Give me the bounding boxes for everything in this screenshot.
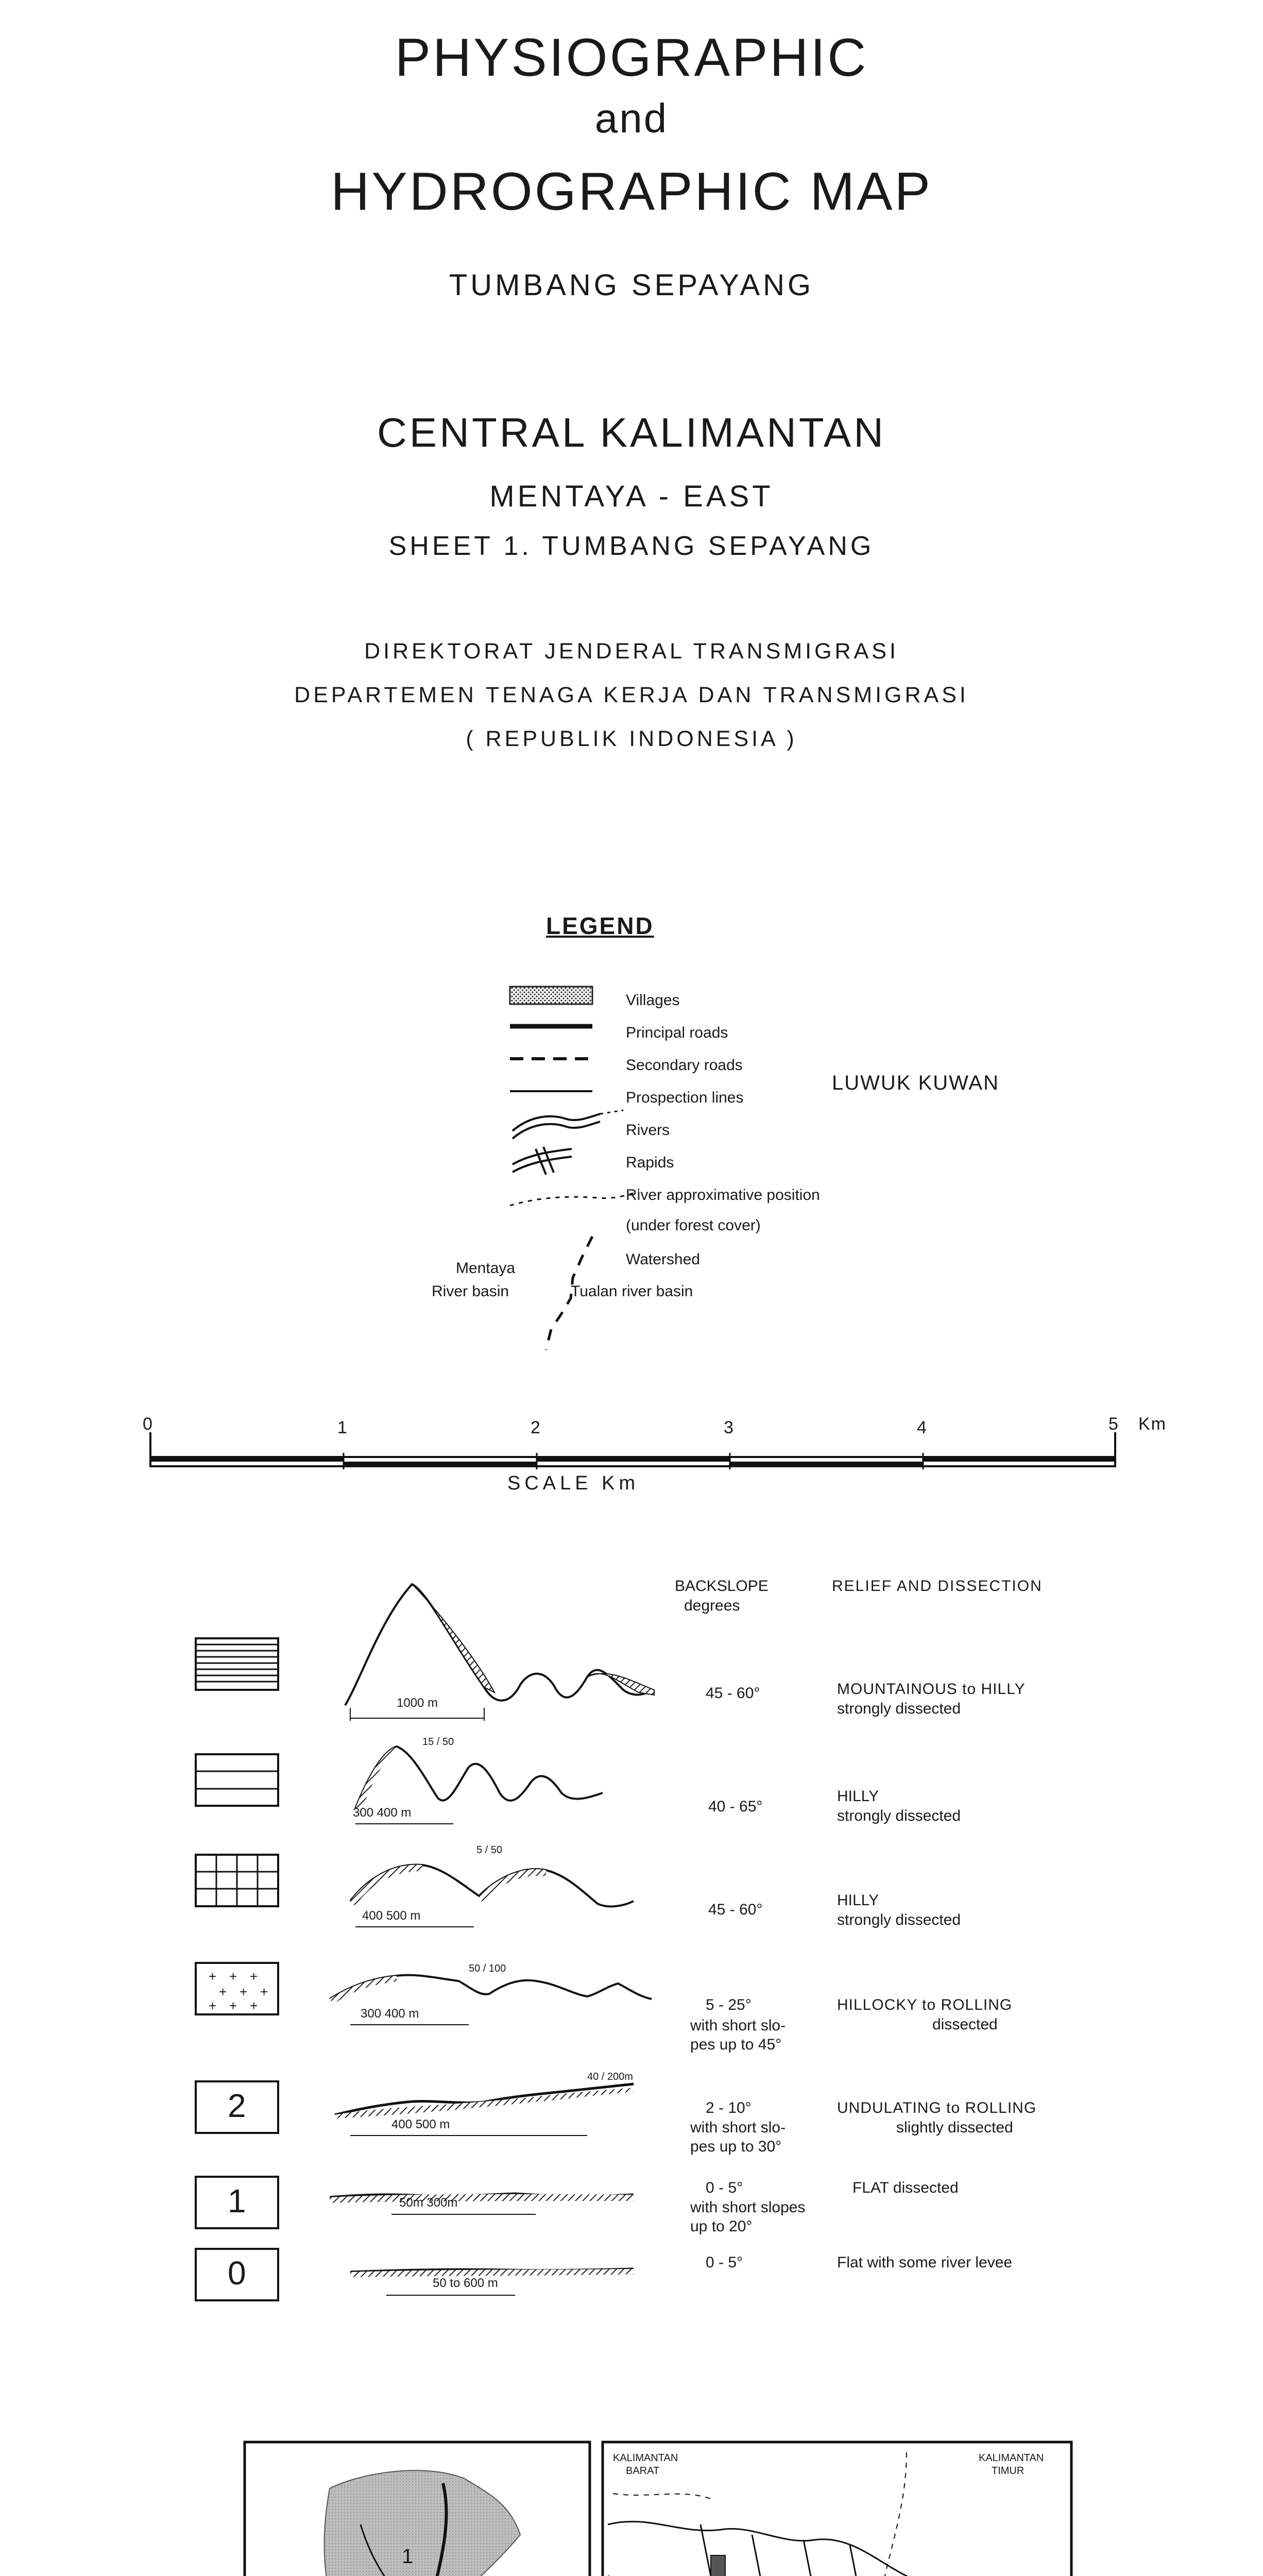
org-line-1: DIREKTORAT JENDERAL TRANSMIGRASI — [364, 639, 899, 664]
slope-4-line2: with short slo- — [690, 2017, 786, 2034]
mentaya-label-2: River basin — [432, 1283, 509, 1300]
label-kalimantan-barat-1: KALIMANTAN — [613, 2452, 678, 2464]
profile-flat-dissected — [330, 2194, 634, 2214]
scale-unit: Km — [1138, 1414, 1167, 1434]
scale-tick-2: 2 — [531, 1418, 541, 1437]
scale-tick-1: 1 — [337, 1418, 348, 1437]
symbol-label-1: 1 — [228, 2182, 246, 2219]
relief-4: HILLOCKY to ROLLING — [837, 1996, 1013, 2013]
relief-3: HILLY — [837, 1892, 879, 1909]
symbol-label-0: 0 — [228, 2255, 246, 2292]
relief-header: RELIEF AND DISSECTION — [832, 1578, 1043, 1595]
slope-5-line3: pes up to 30° — [690, 2138, 782, 2155]
legend-label-secondary-roads: Secondary roads — [626, 1057, 743, 1074]
org-line-3: ( REPUBLIK INDONESIA ) — [466, 726, 797, 751]
label-kalimantan-timur-1: KALIMANTAN — [979, 2452, 1044, 2464]
profile-undulating — [335, 2084, 634, 2136]
symbol-horizontal-dense — [196, 1638, 278, 1690]
backslope-header-1: BACKSLOPE — [675, 1578, 769, 1595]
legend-label-forest-cover: (under forest cover) — [626, 1217, 761, 1234]
profile-label-6: 50m 300m — [399, 2196, 458, 2210]
svg-text:+: + — [240, 1984, 248, 1999]
label-kalimantan-timur-2: TIMUR — [992, 2465, 1025, 2477]
profile-label-4: 300 400 m — [361, 2007, 419, 2021]
profile-mountainous — [345, 1584, 654, 1721]
svg-text:+: + — [229, 1998, 237, 2013]
backslope-header-2: degrees — [684, 1597, 740, 1614]
svg-text:+: + — [209, 1969, 217, 1984]
village-hatch-icon — [510, 987, 592, 1004]
scale-tick-5: 5 — [1108, 1414, 1119, 1434]
slope-3: 45 - 60° — [708, 1901, 763, 1918]
legend-title: LEGEND — [546, 912, 654, 939]
relief-4-line2: dissected — [932, 2016, 998, 2033]
area-title: MENTAYA - EAST — [489, 480, 774, 513]
slope-6-line2: with short slopes — [690, 2199, 806, 2216]
relief-5-line2: slightly dissected — [896, 2119, 1013, 2136]
scale-tick-4: 4 — [917, 1418, 928, 1437]
symbol-grid — [196, 1855, 278, 1906]
title-line-3: HYDROGRAPHIC MAP — [331, 162, 932, 222]
project-area-marker — [711, 2555, 725, 2576]
legend-label-villages: Villages — [626, 992, 680, 1009]
luwuk-kuwan-label: LUWUK KUWAN — [832, 1072, 999, 1094]
relief-5: UNDULATING to ROLLING — [837, 2099, 1037, 2116]
svg-text:+: + — [209, 1998, 217, 2013]
symbol-label-2: 2 — [228, 2087, 246, 2124]
situation-maps — [0, 2421, 1263, 2576]
relief-6: FLAT dissected — [852, 2179, 959, 2196]
scale-tick-0: 0 — [143, 1414, 153, 1434]
scale-tick-3: 3 — [724, 1418, 735, 1437]
legend-label-rivers: Rivers — [626, 1122, 670, 1139]
legend-label-principal-roads: Principal roads — [626, 1024, 728, 1041]
sheet-title: SHEET 1. TUMBANG SEPAYANG — [388, 531, 875, 561]
scale-caption: SCALE Km — [507, 1472, 640, 1494]
relief-2-line2: strongly dissected — [837, 1807, 961, 1824]
relief-profiles — [0, 1566, 1263, 2339]
label-kalimantan-barat-2: BARAT — [626, 2465, 660, 2477]
legend-label-prospection-lines: Prospection lines — [626, 1089, 744, 1106]
rapids-icon — [513, 1147, 572, 1175]
profile-label-2: 300 400 m — [353, 1806, 412, 1820]
slope-6: 0 - 5° — [706, 2179, 743, 2196]
svg-text:+: + — [250, 1998, 258, 2013]
relief-1: MOUNTAINOUS to HILLY — [837, 1681, 1026, 1698]
title-line-2: and — [594, 95, 669, 141]
svg-text:+: + — [229, 1969, 237, 1984]
profile-label-5: 400 500 m — [391, 2117, 450, 2131]
relief-3-line2: strongly dissected — [837, 1911, 961, 1928]
river-icon — [513, 1110, 623, 1139]
dims-label-2: 15 / 50 — [422, 1736, 454, 1748]
org-line-2: DEPARTEMEN TENAGA KERJA DAN TRANSMIGRASI — [294, 683, 969, 707]
region-title: CENTRAL KALIMANTAN — [377, 410, 886, 455]
dims-label-4: 50 / 100 — [469, 1963, 506, 1974]
mentaya-label-1: Mentaya — [456, 1260, 516, 1277]
slope-6-line3: up to 20° — [690, 2218, 753, 2235]
relief-1-line2: strongly dissected — [837, 1700, 961, 1717]
symbol-crosses — [196, 1963, 278, 2014]
slope-4: 5 - 25° — [706, 1996, 752, 2013]
dims-label-5: 40 / 200m — [587, 2071, 633, 2082]
svg-text:+: + — [260, 1984, 268, 1999]
profile-label-3: 400 500 m — [362, 1909, 421, 1923]
slope-4-line3: pes up to 45° — [690, 2036, 782, 2053]
svg-text:+: + — [250, 1969, 258, 1984]
title-line-1: PHYSIOGRAPHIC — [395, 28, 868, 88]
legend-label-rapids: Rapids — [626, 1154, 674, 1171]
svg-text:+: + — [219, 1984, 227, 1999]
slope-7: 0 - 5° — [706, 2254, 743, 2271]
slope-2: 40 - 65° — [708, 1798, 763, 1815]
dashed-river-icon — [510, 1191, 639, 1206]
profile-label-7: 50 to 600 m — [433, 2276, 498, 2290]
slope-1: 45 - 60° — [706, 1685, 760, 1702]
sheet-number-1: 1 — [402, 2545, 414, 2568]
relief-7: Flat with some river levee — [837, 2254, 1013, 2271]
legend-label-watershed: Watershed — [626, 1251, 700, 1268]
legend-label-river-approx: River approximative position — [626, 1187, 820, 1204]
dims-label-3: 5 / 50 — [476, 1844, 503, 1856]
relief-2: HILLY — [837, 1788, 879, 1805]
symbol-horizontal-sparse — [196, 1754, 278, 1806]
slope-5: 2 - 10° — [706, 2099, 752, 2116]
tualan-label: Tualan river basin — [571, 1283, 693, 1300]
profile-label-1: 1000 m — [397, 1696, 438, 1710]
slope-5-line2: with short slo- — [690, 2119, 786, 2136]
map-subtitle: TUMBANG SEPAYANG — [449, 268, 814, 302]
